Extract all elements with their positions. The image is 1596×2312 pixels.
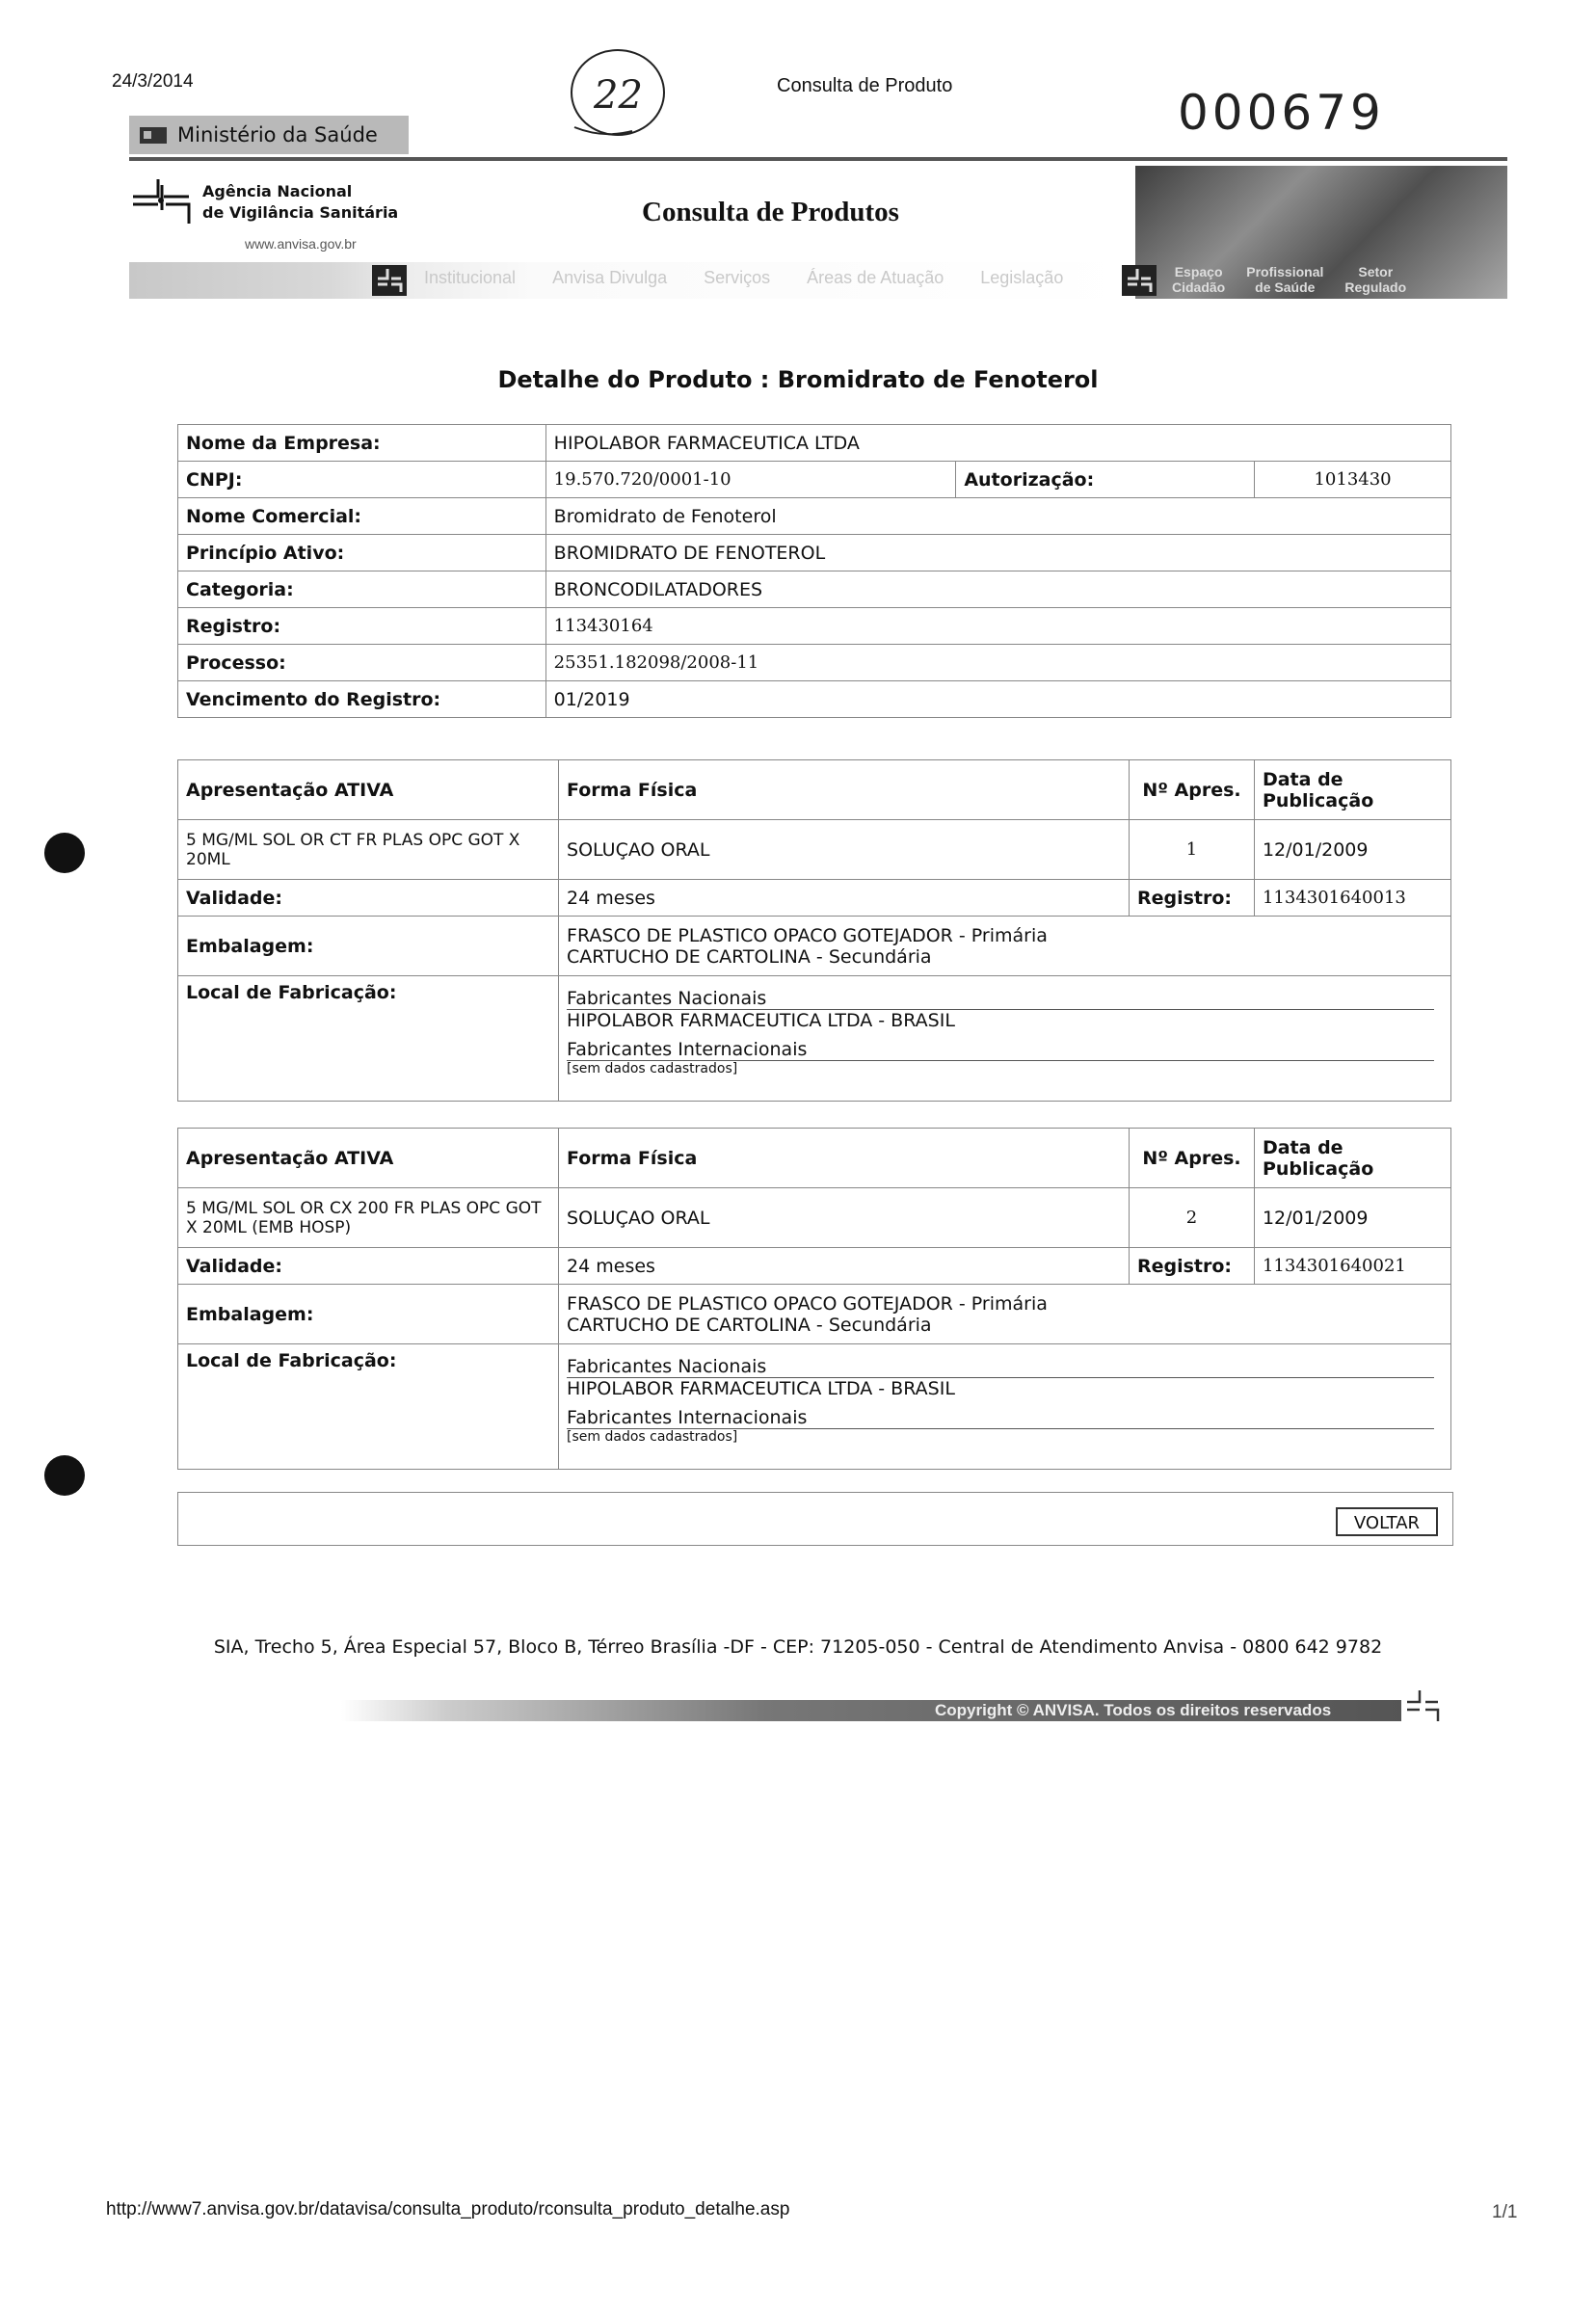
embalagem-value	[559, 917, 1451, 976]
empresa-label: Nome da Empresa:	[178, 425, 546, 462]
empresa-value: HIPOLABOR FARMACEUTICA LTDA	[545, 425, 1450, 462]
registro-value: 1134301640013	[1254, 880, 1450, 917]
table-row	[178, 1344, 1451, 1470]
registro-value: 113430164	[545, 608, 1450, 645]
embalagem-value	[559, 1285, 1451, 1344]
table-row	[178, 681, 1451, 718]
fab-internacionais-label: Fabricantes Internacionais	[567, 1407, 1434, 1429]
n-apres-value: 1	[1129, 820, 1254, 880]
table-row	[178, 645, 1451, 681]
presentation-table-2	[177, 1128, 1451, 1470]
voltar-button[interactable]: VOLTAR	[1336, 1507, 1438, 1536]
ministry-bar[interactable]	[129, 116, 409, 154]
agency-url[interactable]: www.anvisa.gov.br	[245, 236, 357, 252]
table-row	[178, 462, 1451, 498]
vencimento-label: Vencimento do Registro:	[178, 681, 546, 718]
validade-label: Validade:	[178, 880, 559, 917]
nome-comercial-label: Nome Comercial:	[178, 498, 546, 535]
apresentacao-value: 5 MG/ML SOL OR CX 200 FR PLAS OPC GOT X 20ML (EMB HOSP)	[178, 1188, 559, 1248]
categoria-label: Categoria:	[178, 571, 546, 608]
table-row	[178, 1248, 1451, 1285]
table-row	[178, 1188, 1451, 1248]
fab-nacionais-label: Fabricantes Nacionais	[567, 988, 1434, 1010]
nav-item-servicos[interactable]: Serviços	[704, 268, 771, 287]
nav-espaco-l1: Espaço	[1174, 264, 1223, 279]
print-date: 24/3/2014	[112, 71, 194, 92]
embalagem-label: Embalagem:	[178, 1285, 559, 1344]
nav-espaco-cidadao[interactable]	[1172, 264, 1225, 295]
validade-label: Validade:	[178, 1248, 559, 1285]
voltar-container	[177, 1492, 1453, 1546]
fab-internacionais-label: Fabricantes Internacionais	[567, 1039, 1434, 1061]
header-rule	[129, 157, 1507, 161]
nav-setor-l1: Setor	[1358, 264, 1394, 279]
registro-label: Registro:	[178, 608, 546, 645]
nav-setor-regulado[interactable]	[1344, 264, 1406, 295]
local-label: Local de Fabricação:	[178, 976, 559, 1102]
registro-value: 1134301640021	[1254, 1248, 1450, 1285]
cnpj-label: CNPJ:	[178, 462, 546, 498]
footer-copyright: Copyright © ANVISA. Todos os direitos reservados	[935, 1701, 1332, 1719]
table-row	[178, 760, 1451, 820]
embalagem-secundaria: CARTUCHO DE CARTOLINA - Secundária	[567, 1314, 932, 1336]
registro-label: Registro:	[1129, 880, 1254, 917]
punch-hole-icon	[44, 833, 85, 873]
nav-menu	[424, 268, 1063, 288]
footer-anvisa-icon	[1405, 1688, 1440, 1723]
ministry-label: Ministério da Saúde	[177, 123, 378, 146]
nav-item-legislacao[interactable]: Legislação	[980, 268, 1064, 287]
registro-label: Registro:	[1129, 1248, 1254, 1285]
table-row	[178, 498, 1451, 535]
forma-header: Forma Física	[559, 760, 1130, 820]
data-pub-value: 12/01/2009	[1254, 1188, 1450, 1248]
vencimento-value: 01/2019	[545, 681, 1450, 718]
footer-address: SIA, Trecho 5, Área Especial 57, Bloco B, Térreo Brasília -DF - CEP: 71205-050 - Central de Atendimento Anvisa - 0800 642 9782	[213, 1636, 1383, 1658]
fab-nacionais-label: Fabricantes Nacionais	[567, 1356, 1434, 1378]
table-row	[178, 1129, 1451, 1188]
embalagem-label: Embalagem:	[178, 917, 559, 976]
nav-right-menu	[1172, 264, 1406, 295]
detail-title: Detalhe do Produto : Bromidrato de Fenoterol	[497, 366, 1099, 393]
nav-item-institucional[interactable]: Institucional	[424, 268, 517, 287]
principio-value: BROMIDRATO DE FENOTEROL	[545, 535, 1450, 571]
principio-label: Princípio Ativo:	[178, 535, 546, 571]
nav-setor-l2: Regulado	[1344, 279, 1407, 295]
table-row	[178, 976, 1451, 1102]
page-url: http://www7.anvisa.gov.br/datavisa/consulta_produto/rconsulta_produto_detalhe.asp	[106, 2199, 790, 2219]
nav-right-icon	[1122, 265, 1157, 296]
table-row	[178, 571, 1451, 608]
nav-prof-l2: de Saúde	[1255, 279, 1316, 295]
table-row	[178, 425, 1451, 462]
nav-item-areas-atuacao[interactable]: Áreas de Atuação	[807, 268, 944, 287]
autorizacao-value: 1013430	[1255, 462, 1451, 498]
apresentacao-header: Apresentação ATIVA	[178, 760, 559, 820]
fab-internacionais-value: [sem dados cadastrados]	[567, 1429, 738, 1445]
cnpj-value: 19.570.720/0001-10	[545, 462, 956, 498]
ministry-icon	[139, 124, 168, 146]
forma-header: Forma Física	[559, 1129, 1130, 1188]
nome-comercial-value: Bromidrato de Fenoterol	[545, 498, 1450, 535]
processo-value: 25351.182098/2008-11	[545, 645, 1450, 681]
page-title: Consulta de Produtos	[642, 197, 899, 227]
table-row	[178, 820, 1451, 880]
print-page-title: Consulta de Produto	[777, 75, 953, 96]
local-value	[559, 1344, 1451, 1470]
handwritten-mark	[565, 42, 671, 148]
embalagem-primaria: FRASCO DE PLASTICO OPACO GOTEJADOR - Primária	[567, 924, 1048, 946]
n-apres-header: Nº Apres.	[1129, 1129, 1254, 1188]
table-row	[178, 917, 1451, 976]
data-pub-header: Data de Publicação	[1254, 760, 1450, 820]
fab-nacionais-value: HIPOLABOR FARMACEUTICA LTDA - BRASIL	[567, 1010, 955, 1031]
forma-value: SOLUÇAO ORAL	[559, 820, 1130, 880]
stamp-number: 000679	[1178, 85, 1385, 141]
embalagem-primaria: FRASCO DE PLASTICO OPACO GOTEJADOR - Primária	[567, 1292, 1048, 1315]
table-row	[178, 535, 1451, 571]
product-info-table	[177, 424, 1451, 718]
nav-left-icon	[372, 265, 407, 296]
presentation-table-1	[177, 759, 1451, 1102]
processo-label: Processo:	[178, 645, 546, 681]
embalagem-secundaria: CARTUCHO DE CARTOLINA - Secundária	[567, 945, 932, 968]
forma-value: SOLUÇAO ORAL	[559, 1188, 1130, 1248]
data-pub-header: Data de Publicação	[1254, 1129, 1450, 1188]
table-row	[178, 1285, 1451, 1344]
autorizacao-label: Autorização:	[956, 462, 1255, 498]
categoria-value: BRONCODILATADORES	[545, 571, 1450, 608]
agency-name-line2: de Vigilância Sanitária	[202, 203, 399, 222]
n-apres-header: Nº Apres.	[1129, 760, 1254, 820]
nav-profissional-saude[interactable]	[1246, 264, 1323, 295]
apresentacao-value: 5 MG/ML SOL OR CT FR PLAS OPC GOT X 20ML	[178, 820, 559, 880]
handwritten-mark-text: 22	[594, 73, 643, 118]
anvisa-logo-icon	[129, 172, 200, 229]
validade-value: 24 meses	[559, 1248, 1130, 1285]
apresentacao-header: Apresentação ATIVA	[178, 1129, 559, 1188]
local-label: Local de Fabricação:	[178, 1344, 559, 1470]
local-value	[559, 976, 1451, 1102]
page-number: 1/1	[1492, 2202, 1518, 2222]
table-row	[178, 608, 1451, 645]
agency-name-line1: Agência Nacional	[202, 182, 353, 200]
validade-value: 24 meses	[559, 880, 1130, 917]
fab-internacionais-value: [sem dados cadastrados]	[567, 1061, 738, 1076]
data-pub-value: 12/01/2009	[1254, 820, 1450, 880]
nav-prof-l1: Profissional	[1246, 264, 1324, 279]
punch-hole-icon	[44, 1455, 85, 1496]
nav-item-anvisa-divulga[interactable]: Anvisa Divulga	[552, 268, 668, 287]
nav-espaco-l2: Cidadão	[1172, 279, 1226, 295]
fab-nacionais-value: HIPOLABOR FARMACEUTICA LTDA - BRASIL	[567, 1378, 955, 1399]
n-apres-value: 2	[1129, 1188, 1254, 1248]
table-row	[178, 880, 1451, 917]
